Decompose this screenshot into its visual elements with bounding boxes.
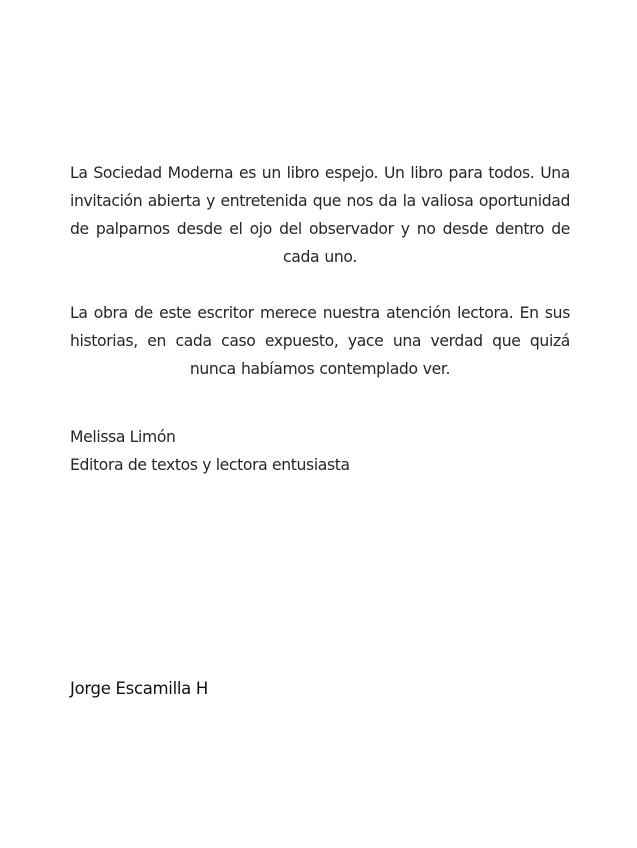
reviewer-role: Editora de textos y lectora entusiasta (70, 456, 350, 474)
author-name: Jorge Escamilla H (70, 679, 209, 698)
review-paragraph-2: La obra de este escritor merece nuestra atención lectora. En sus historias, en cada caso expuesto, yace una verdad que quizá nunca habíamos contemplado ver. (70, 303, 570, 378)
reviewer-name: Melissa Limón (70, 428, 176, 446)
review-paragraph-1: La Sociedad Moderna es un libro espejo. Un libro para todos. Una invitación abierta y entretenida que nos da la valiosa oportunidad de palparnos desde el ojo del observador y no desde dentro de cada uno. (70, 163, 570, 266)
review-signature (70, 423, 570, 479)
